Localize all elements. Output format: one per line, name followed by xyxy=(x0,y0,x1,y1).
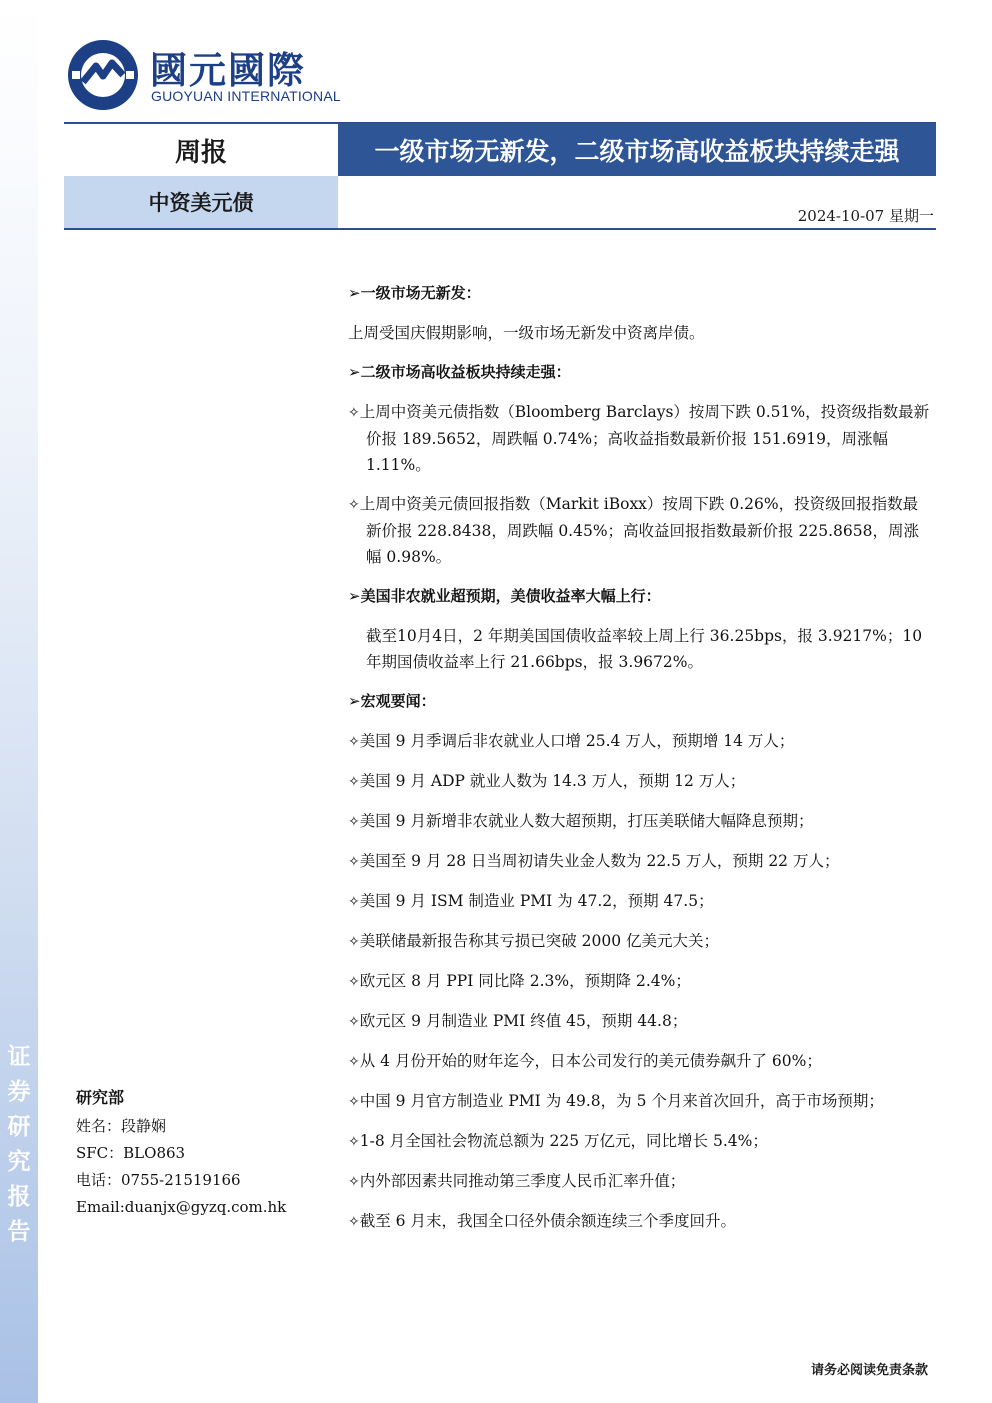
bullet-item: ✧美国 9 月新增非农就业人数大超预期，打压美联储大幅降息预期； xyxy=(348,812,814,830)
bullet-item: ✧上周中资美元债指数（Bloomberg Barclays）按周下跌 0.51%，投资级指数最新价报 189.5652，周跌幅 0.74%；高收益指数最新价报 151.6919，周涨幅 1.11%。 xyxy=(348,403,930,474)
paragraph: 截至10月4日，2 年期美国国债收益率较上周上行 36.25bps，报 3.9217%；10 年期国债收益率上行 21.66bps，报 3.9672%。 xyxy=(366,627,923,671)
side-char: 券 xyxy=(7,1079,31,1105)
side-char: 究 xyxy=(7,1149,31,1175)
side-char: 告 xyxy=(7,1219,31,1245)
brand-name-cn: 國元國際 xyxy=(150,49,306,92)
bullet-item: ✧截至 6 月末，我国全口径外债余额连续三个季度回升。 xyxy=(348,1212,736,1230)
report-type: 周报 xyxy=(64,124,338,176)
section-heading: ➢一级市场无新发： xyxy=(348,284,481,302)
side-label xyxy=(4,1040,34,1250)
analyst-name: 姓名：段静娴 xyxy=(76,1117,167,1135)
side-char: 研 xyxy=(7,1114,31,1140)
analyst-sfc: SFC：BLO863 xyxy=(76,1144,186,1162)
brand-name-en: GUOYUAN INTERNATIONAL xyxy=(151,88,341,104)
section-heading: ➢二级市场高收益板块持续走强： xyxy=(348,363,571,381)
analyst-phone: 电话：0755-21519166 xyxy=(76,1171,241,1189)
side-char: 报 xyxy=(7,1184,31,1210)
bullet-item: ✧美国 9 月季调后非农就业人口增 25.4 万人，预期增 14 万人； xyxy=(348,732,795,750)
bullet-item: ✧美联储最新报告称其亏损已突破 2000 亿美元大关； xyxy=(348,932,720,950)
title-banner xyxy=(338,124,936,176)
bullet-item: ✧内外部因素共同推动第三季度人民币汇率升值； xyxy=(348,1172,686,1190)
bullet-item: ✧中国 9 月官方制造业 PMI 为 49.8，为 5 个月来首次回升，高于市场预期； xyxy=(348,1092,884,1110)
report-date: 2024-10-07 星期一 xyxy=(797,207,934,225)
dept-heading: 研究部 xyxy=(76,1088,125,1107)
report-title: 一级市场无新发，二级市场高收益板块持续走强 xyxy=(374,137,900,166)
bullet-item: ✧1-8 月全国社会物流总额为 225 万亿元，同比增长 5.4%； xyxy=(348,1132,768,1150)
bullet-item: ✧美国 9 月 ISM 制造业 PMI 为 47.2，预期 47.5； xyxy=(348,892,714,910)
guoyuan-logo-icon xyxy=(66,38,140,112)
analyst-info xyxy=(76,1084,326,1221)
report-body xyxy=(348,280,930,1248)
side-char: 证 xyxy=(7,1044,31,1070)
analyst-email[interactable]: Email:duanjx@gyzq.com.hk xyxy=(76,1198,287,1216)
bullet-item: ✧美国至 9 月 28 日当周初请失业金人数为 22.5 万人，预期 22 万人； xyxy=(348,852,840,870)
report-category: 中资美元债 xyxy=(64,176,338,228)
bullet-item: ✧美国 9 月 ADP 就业人数为 14.3 万人，预期 12 万人； xyxy=(348,772,746,790)
bullet-item: ✧欧元区 8 月 PPI 同比降 2.3%，预期降 2.4%； xyxy=(348,972,691,990)
section-heading: ➢宏观要闻： xyxy=(348,692,436,710)
section-heading: ➢美国非农就业超预期，美债收益率大幅上行： xyxy=(348,587,661,605)
bullet-item: ✧从 4 月份开始的财年迄今，日本公司发行的美元债券飙升了 60%； xyxy=(348,1052,822,1070)
disclaimer-link[interactable]: 请务必阅读免责条款 xyxy=(810,1363,928,1378)
paragraph: 上周受国庆假期影响，一级市场无新发中资离岸债。 xyxy=(348,324,705,342)
header-bottom-rule xyxy=(64,228,936,230)
bullet-item: ✧欧元区 9 月制造业 PMI 终值 45，预期 44.8； xyxy=(348,1012,688,1030)
bullet-item: ✧上周中资美元债回报指数（Markit iBoxx）按周下跌 0.26%，投资级回报指数最新价报 228.8438，周跌幅 0.45%；高收益回报指数最新价报 225.8658，周涨幅 0.98%。 xyxy=(348,495,919,566)
